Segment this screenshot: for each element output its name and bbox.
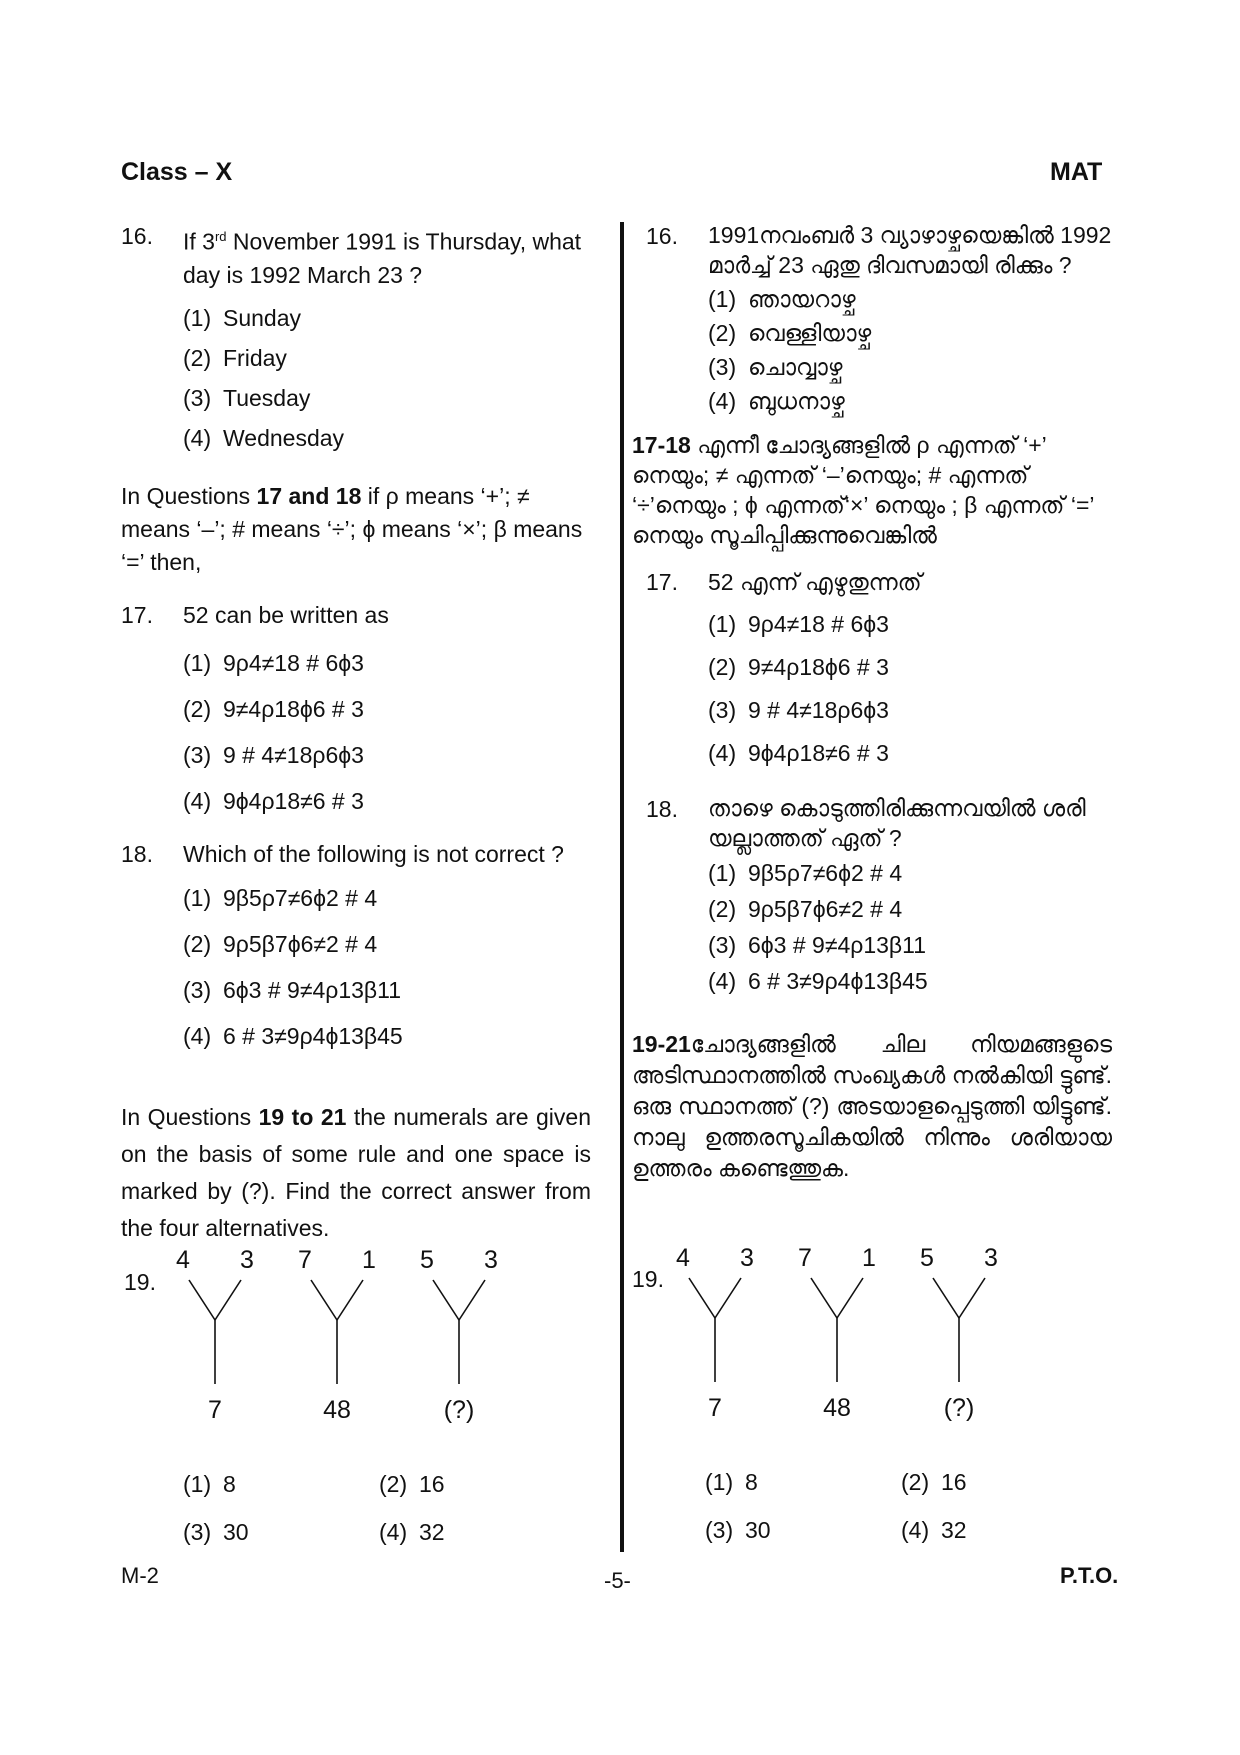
option: (2) 9ρ5β7ϕ6≠2 # 4 bbox=[183, 930, 378, 957]
tree-branch-left bbox=[311, 1280, 337, 1320]
number-tree bbox=[298, 1246, 376, 1424]
question-text: താഴെ കൊടുത്തിരിക്കുന്നവയിൽ ശരി യല്ലാത്തത് ഏത് ? bbox=[708, 795, 1086, 851]
number-tree bbox=[798, 1244, 876, 1422]
option: (1) 9β5ρ7≠6ϕ2 # 4 bbox=[183, 884, 378, 911]
question-number: 18. bbox=[646, 796, 678, 822]
tree-right-value: 1 bbox=[362, 1246, 376, 1274]
tree-branch-right bbox=[459, 1280, 485, 1320]
option: (4) 9ϕ4ρ18≠6 # 3 bbox=[708, 740, 889, 766]
number-tree bbox=[676, 1244, 754, 1422]
option: (3) 30 (4) 32 bbox=[705, 1517, 967, 1543]
option: (4) 6 # 3≠9ρ4ϕ13β45 bbox=[183, 1022, 403, 1049]
tree-left-value: 4 bbox=[176, 1246, 190, 1274]
option: (1) 8 (2) 16 bbox=[705, 1469, 967, 1495]
tree-bottom-value: (?) bbox=[443, 1396, 475, 1424]
option: (2) 9ρ5β7ϕ6≠2 # 4 bbox=[708, 896, 903, 922]
tree-bottom-value: 48 bbox=[323, 1396, 351, 1424]
instructions-17-18: In Questions 17 and 18 if ρ means ‘+’; ≠ means ‘–’; # means ‘÷’; ϕ means ‘×’; β means ‘=’ then, bbox=[121, 482, 583, 575]
option: (1) 8 (2) 16 bbox=[183, 1471, 445, 1497]
option: (3) ചൊവ്വാഴ്ച bbox=[708, 354, 843, 380]
tree-left-value: 4 bbox=[676, 1244, 690, 1272]
question-19-number-ml: 19. bbox=[632, 1266, 664, 1292]
option: (3) 30 (4) 32 bbox=[183, 1519, 445, 1545]
tree-bottom-value: 7 bbox=[708, 1394, 722, 1422]
option: (3) 6ϕ3 # 9≠4ρ13β11 bbox=[708, 932, 927, 958]
question-text: 52 can be written as bbox=[183, 601, 389, 628]
instructions-17-18-ml: 17-18 എന്നീ ചോദ്യങ്ങളിൽ ρ എന്നത് ‘+’ നെയും; ≠ എന്നത് ‘–’നെയും; # എന്നത് ‘÷’നെയും ; ϕ എന്നത്‘×’ നെയും ; β എന്നത് ‘=’ നെയും സൂചിപ്പിക്കുന്നുവെങ്കിൽ bbox=[632, 432, 1095, 548]
tree-branch-left bbox=[433, 1280, 459, 1320]
option: (2) 9≠4ρ18ϕ6 # 3 bbox=[708, 654, 889, 680]
number-tree bbox=[176, 1246, 254, 1424]
tree-left-value: 5 bbox=[420, 1246, 434, 1274]
tree-branch-left bbox=[933, 1278, 959, 1318]
class-label: Class – X bbox=[121, 158, 233, 186]
instructions-19-21-ml: 19-21ചോദ്യങ്ങളിൽ ചില നിയമങ്ങളുടെ അടിസ്ഥാനത്തിൽ സംഖ്യകൾ നൽകിയി ട്ടുണ്ട്. ഒരു സ്ഥാനത്ത് (?) അടയാളപ്പെടുത്തി യിട്ടുണ്ട്. നാലു ഉത്തരസൂചികയിൽ നിന്നും ശരിയായ ഉത്തരം കണ്ടെത്തുക. bbox=[632, 1031, 1112, 1181]
option: (2) Friday bbox=[183, 344, 287, 371]
tree-right-value: 3 bbox=[240, 1246, 254, 1274]
page-number: -5- bbox=[604, 1568, 631, 1593]
option: (2) വെള്ളിയാഴ്ച bbox=[708, 320, 872, 346]
question-16 bbox=[121, 220, 591, 458]
question-17 bbox=[121, 599, 591, 824]
tree-branch-right bbox=[959, 1278, 985, 1318]
question-19-number: 19. bbox=[124, 1269, 156, 1295]
number-tree-figure bbox=[176, 1246, 540, 1448]
question-text: 1991നവംബർ 3 വ്യാഴാഴ്ചയെങ്കിൽ 1992 മാർച്ച് 23 ഏതു ദിവസമായി രിക്കും ? bbox=[708, 222, 1112, 278]
tree-branch-left bbox=[689, 1278, 715, 1318]
tree-svg bbox=[176, 1246, 540, 1448]
tree-svg bbox=[676, 1244, 1040, 1446]
question-text: 52 എന്ന് എഴുതുന്നത് bbox=[708, 569, 922, 595]
question-text: If 3rd November 1991 is Thursday, what day is 1992 March 23 ? bbox=[183, 228, 582, 288]
tree-branch-left bbox=[189, 1280, 215, 1320]
tree-bottom-value: 7 bbox=[208, 1396, 222, 1424]
question-19-options-ml bbox=[705, 1458, 967, 1554]
subject-label: MAT bbox=[1050, 158, 1103, 186]
option: (4) Wednesday bbox=[183, 424, 345, 451]
tree-bottom-value: (?) bbox=[943, 1394, 975, 1422]
column-divider bbox=[620, 222, 624, 1552]
question-17-ml bbox=[632, 566, 1112, 775]
tree-left-value: 5 bbox=[920, 1244, 934, 1272]
question-number: 17. bbox=[121, 601, 153, 628]
footer-code: M-2 bbox=[121, 1563, 159, 1588]
option: (3) 9 # 4≠18ρ6ϕ3 bbox=[708, 697, 889, 723]
option: (1) 9ρ4≠18 # 6ϕ3 bbox=[708, 611, 889, 637]
tree-right-value: 3 bbox=[484, 1246, 498, 1274]
tree-right-value: 3 bbox=[984, 1244, 998, 1272]
tree-left-value: 7 bbox=[298, 1246, 312, 1274]
tree-bottom-value: 48 bbox=[823, 1394, 851, 1422]
tree-branch-right bbox=[337, 1280, 363, 1320]
question-16-ml bbox=[632, 220, 1112, 418]
question-number: 16. bbox=[646, 223, 678, 249]
tree-branch-right bbox=[837, 1278, 863, 1318]
pto-label: P.T.O. bbox=[1060, 1563, 1119, 1588]
instructions-19-21: In Questions 19 to 21 the numerals are given on the basis of some rule and one space is marked by (?). Find the correct answer from the four alternatives. bbox=[121, 1103, 592, 1241]
option: (2) 9≠4ρ18ϕ6 # 3 bbox=[183, 695, 364, 722]
option: (3) 6ϕ3 # 9≠4ρ13β11 bbox=[183, 976, 402, 1003]
option: (3) Tuesday bbox=[183, 384, 311, 411]
tree-branch-left bbox=[811, 1278, 837, 1318]
option: (1) ഞായറാഴ്ച bbox=[708, 286, 856, 312]
english-column bbox=[121, 220, 591, 1247]
question-18 bbox=[121, 838, 591, 1059]
question-number: 18. bbox=[121, 840, 153, 867]
question-number: 16. bbox=[121, 223, 153, 249]
question-text: Which of the following is not correct ? bbox=[183, 840, 564, 867]
number-tree bbox=[420, 1246, 498, 1424]
option: (4) 6 # 3≠9ρ4ϕ13β45 bbox=[708, 968, 928, 994]
malayalam-column bbox=[632, 220, 1112, 1184]
tree-right-value: 3 bbox=[740, 1244, 754, 1272]
option: (1) 9ρ4≠18 # 6ϕ3 bbox=[183, 649, 364, 676]
tree-branch-right bbox=[215, 1280, 241, 1320]
question-18-ml bbox=[632, 793, 1112, 999]
tree-branch-right bbox=[715, 1278, 741, 1318]
question-19-options bbox=[183, 1460, 445, 1556]
tree-left-value: 7 bbox=[798, 1244, 812, 1272]
option: (1) Sunday bbox=[183, 304, 302, 331]
question-number: 17. bbox=[646, 569, 678, 595]
option: (3) 9 # 4≠18ρ6ϕ3 bbox=[183, 741, 364, 768]
number-tree-figure-ml bbox=[676, 1244, 1040, 1446]
number-tree bbox=[920, 1244, 998, 1422]
option: (4) 9ϕ4ρ18≠6 # 3 bbox=[183, 787, 364, 814]
option: (4) ബുധനാഴ്ച bbox=[708, 388, 845, 414]
option: (1) 9β5ρ7≠6ϕ2 # 4 bbox=[708, 860, 903, 886]
tree-right-value: 1 bbox=[862, 1244, 876, 1272]
